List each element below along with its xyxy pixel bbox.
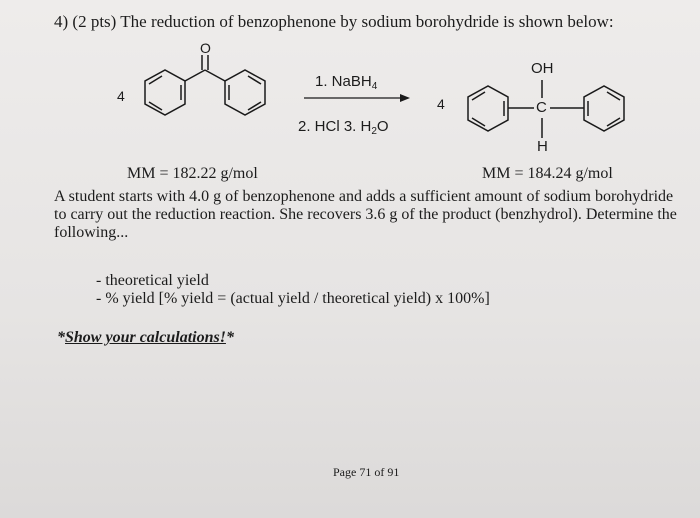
task-percent-yield: - % yield [% yield = (actual yield / theoretical yield) x 100%] <box>96 290 490 307</box>
page-number: Page 71 of 91 <box>333 465 400 479</box>
benzophenone-structure <box>145 55 265 115</box>
show-calculations-instruction: *Show your calculations!* <box>57 329 234 346</box>
product-left-ring <box>468 86 508 131</box>
right-benzene-ring <box>225 70 265 115</box>
reaction-arrow <box>304 94 410 102</box>
problem-line-2: to carry out the reduction reaction. She recovers 3.6 g of the product (benzhydrol). Determine the <box>54 206 677 223</box>
problem-line-3: following... <box>54 224 129 241</box>
hydrogen-label: H <box>537 138 548 155</box>
product-coefficient: 4 <box>437 96 445 112</box>
product-right-ring <box>584 86 624 131</box>
problem-statement <box>54 188 694 242</box>
reagent-steps-2-3: 2. HCl 3. $H_2O$ <box>298 118 389 137</box>
task-list <box>96 272 490 308</box>
left-benzene-ring <box>145 70 185 115</box>
reagent-step-1: 1. NaBH$_4$ <box>315 73 378 92</box>
reactant-molar-mass: MM = 182.22 g/mol <box>127 165 258 182</box>
product-molar-mass: MM = 184.24 g/mol <box>482 165 613 182</box>
reactant-coefficient: 4 <box>117 88 125 104</box>
carbonyl-oxygen-label: O <box>200 40 211 56</box>
hydroxyl-label: OH <box>531 60 554 77</box>
task-theoretical-yield: - theoretical yield <box>96 272 209 289</box>
carbinol-carbon-label: C <box>536 99 547 116</box>
question-title: 4) (2 pts) The reduction of benzophenone by sodium borohydride is shown below: <box>54 12 614 31</box>
problem-line-1: A student starts with 4.0 g of benzophenone and adds a sufficient amount of sodium borohydride <box>54 188 674 205</box>
